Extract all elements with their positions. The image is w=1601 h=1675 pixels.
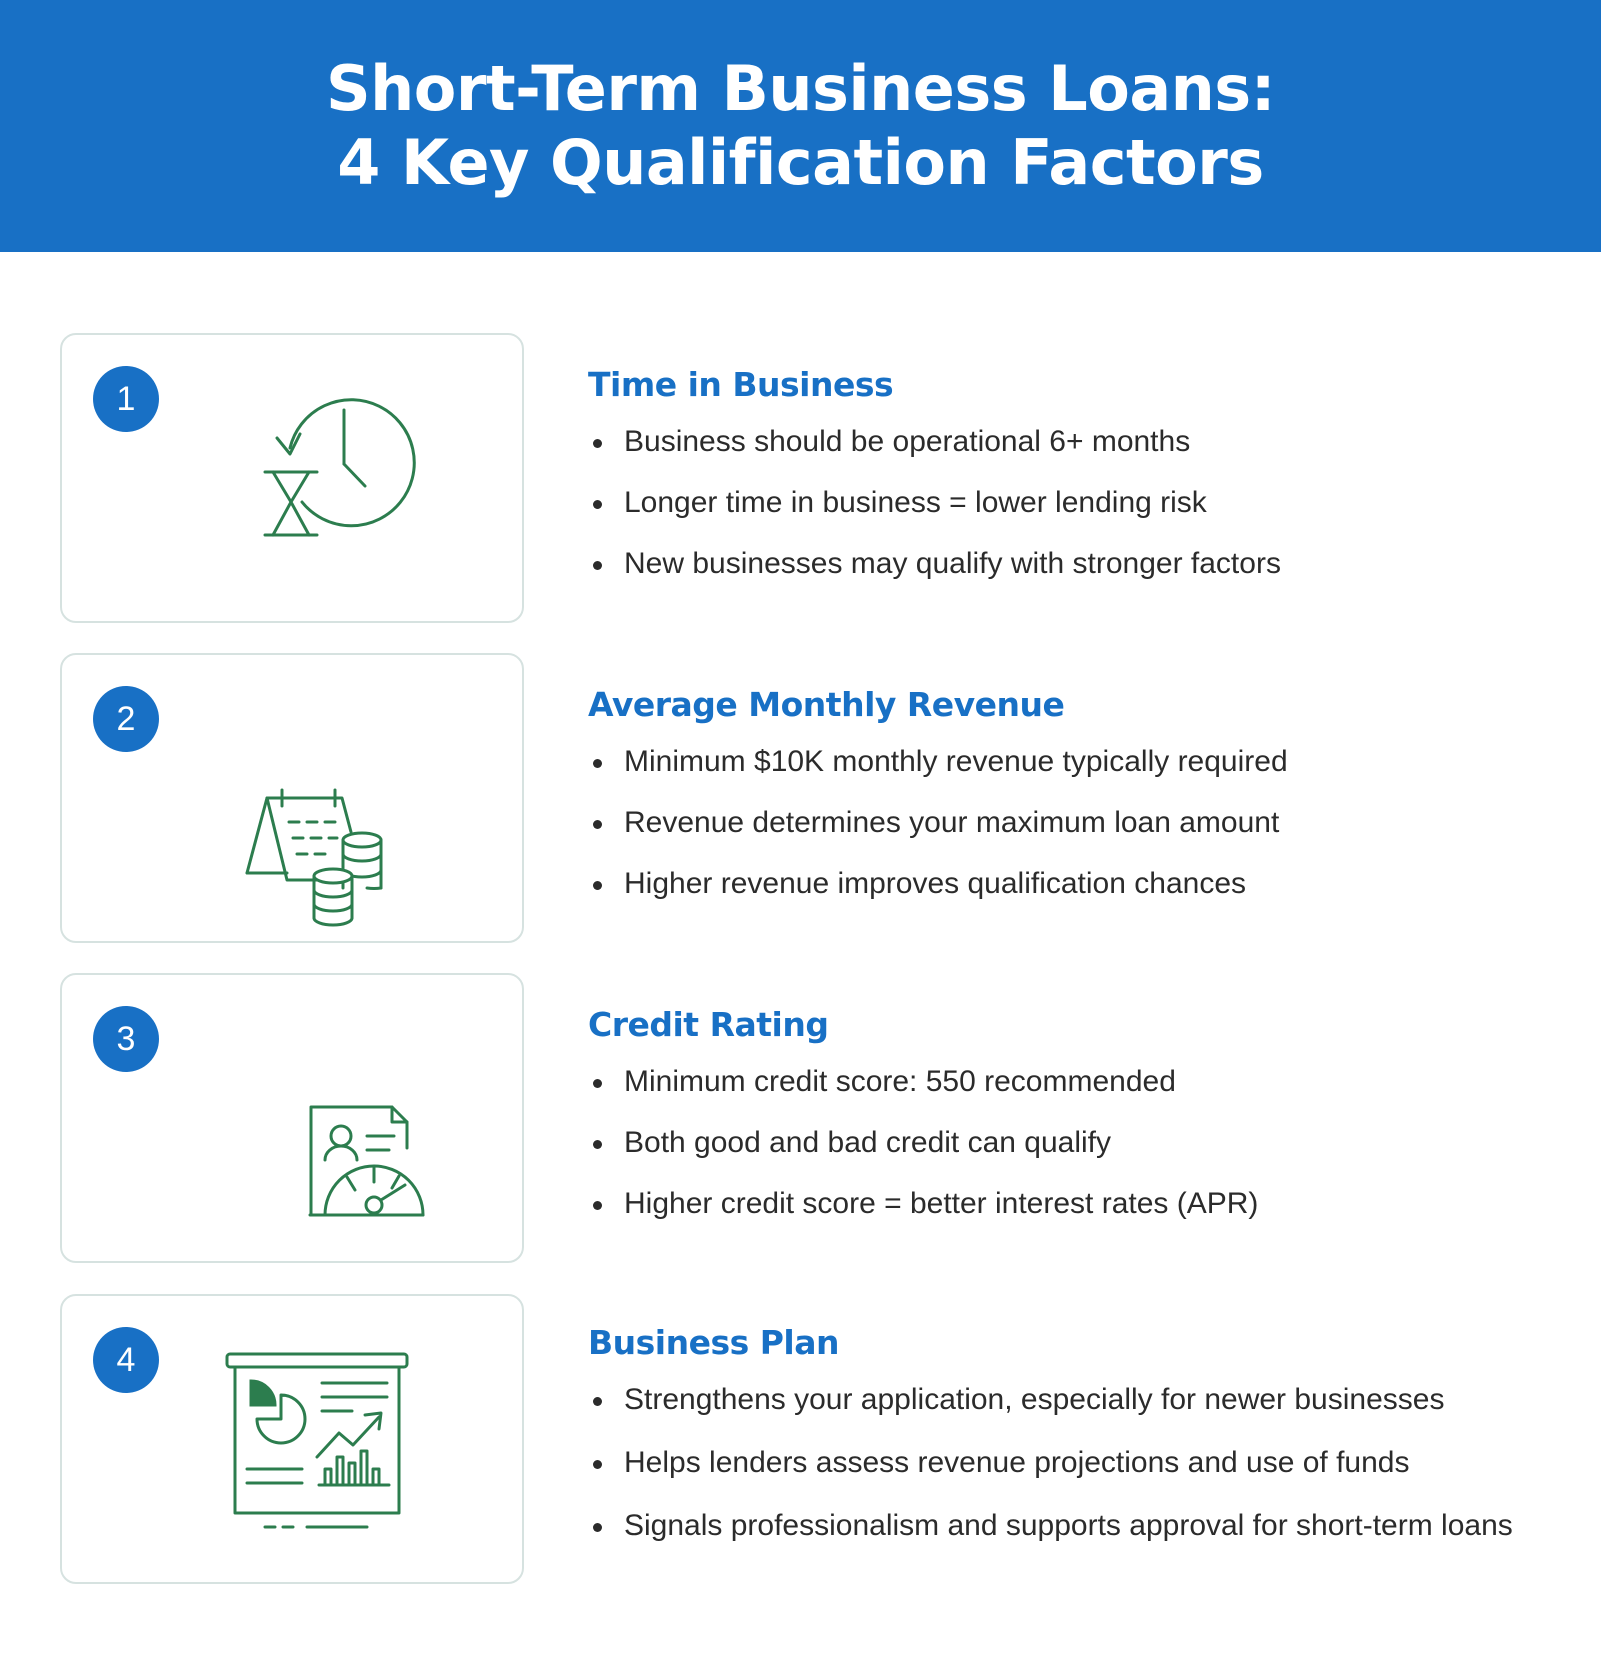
factor-bullet: New businesses may qualify with stronger factors: [588, 545, 1568, 583]
factor-content: [588, 1321, 1568, 1568]
factor-bullet-list: [588, 743, 1568, 903]
factor-bullet: Both good and bad credit can qualify: [588, 1124, 1568, 1162]
factor-bullet-list: [588, 1381, 1568, 1545]
presentation-board-chart-icon: [227, 1351, 427, 1526]
factor-credit-rating: [0, 973, 1601, 1263]
factor-content: [588, 363, 1568, 606]
factor-time-in-business: [0, 333, 1601, 623]
factor-number-badge: 1: [93, 366, 159, 432]
factor-number-badge: 4: [93, 1327, 159, 1393]
page-title-line-1: Short-Term Business Loans:: [326, 52, 1275, 125]
factor-card: [60, 333, 524, 623]
clock-hourglass-icon: [227, 390, 427, 565]
factor-title: Business Plan: [588, 1323, 840, 1362]
factor-bullet: Minimum credit score: 550 recommended: [588, 1063, 1568, 1101]
calendar-coins-icon: [227, 710, 427, 885]
factor-business-plan: [0, 1294, 1601, 1584]
factor-bullet-list: [588, 1063, 1568, 1223]
factor-bullet: Longer time in business = lower lending risk: [588, 484, 1568, 522]
factor-number-badge: 3: [93, 1006, 159, 1072]
factor-bullet: Minimum $10K monthly revenue typically required: [588, 743, 1568, 781]
factor-bullet: Strengthens your application, especially for newer businesses: [588, 1381, 1568, 1419]
page-title-line-2: 4 Key Qualification Factors: [337, 126, 1264, 199]
factor-bullet: Revenue determines your maximum loan amount: [588, 804, 1568, 842]
factor-card: [60, 653, 524, 943]
factor-average-monthly-revenue: [0, 653, 1601, 943]
factor-bullet: Higher credit score = better interest rates (APR): [588, 1185, 1568, 1223]
factor-title: Credit Rating: [588, 1005, 829, 1044]
factor-title: Average Monthly Revenue: [588, 685, 1065, 724]
credit-report-gauge-icon: [227, 1030, 427, 1205]
factor-bullet: Helps lenders assess revenue projections and use of funds: [588, 1444, 1568, 1482]
factor-number-badge: 2: [93, 686, 159, 752]
factor-bullet: Business should be operational 6+ months: [588, 423, 1568, 461]
page-header: [0, 0, 1601, 252]
factor-bullet-list: [588, 423, 1568, 583]
factor-content: [588, 1003, 1568, 1246]
factor-card: [60, 1294, 524, 1584]
factor-bullet: Higher revenue improves qualification chances: [588, 865, 1568, 903]
factor-title: Time in Business: [588, 365, 894, 404]
factor-bullet: Signals professionalism and supports approval for short-term loans: [588, 1507, 1568, 1545]
factor-content: [588, 683, 1568, 926]
factor-card: [60, 973, 524, 1263]
